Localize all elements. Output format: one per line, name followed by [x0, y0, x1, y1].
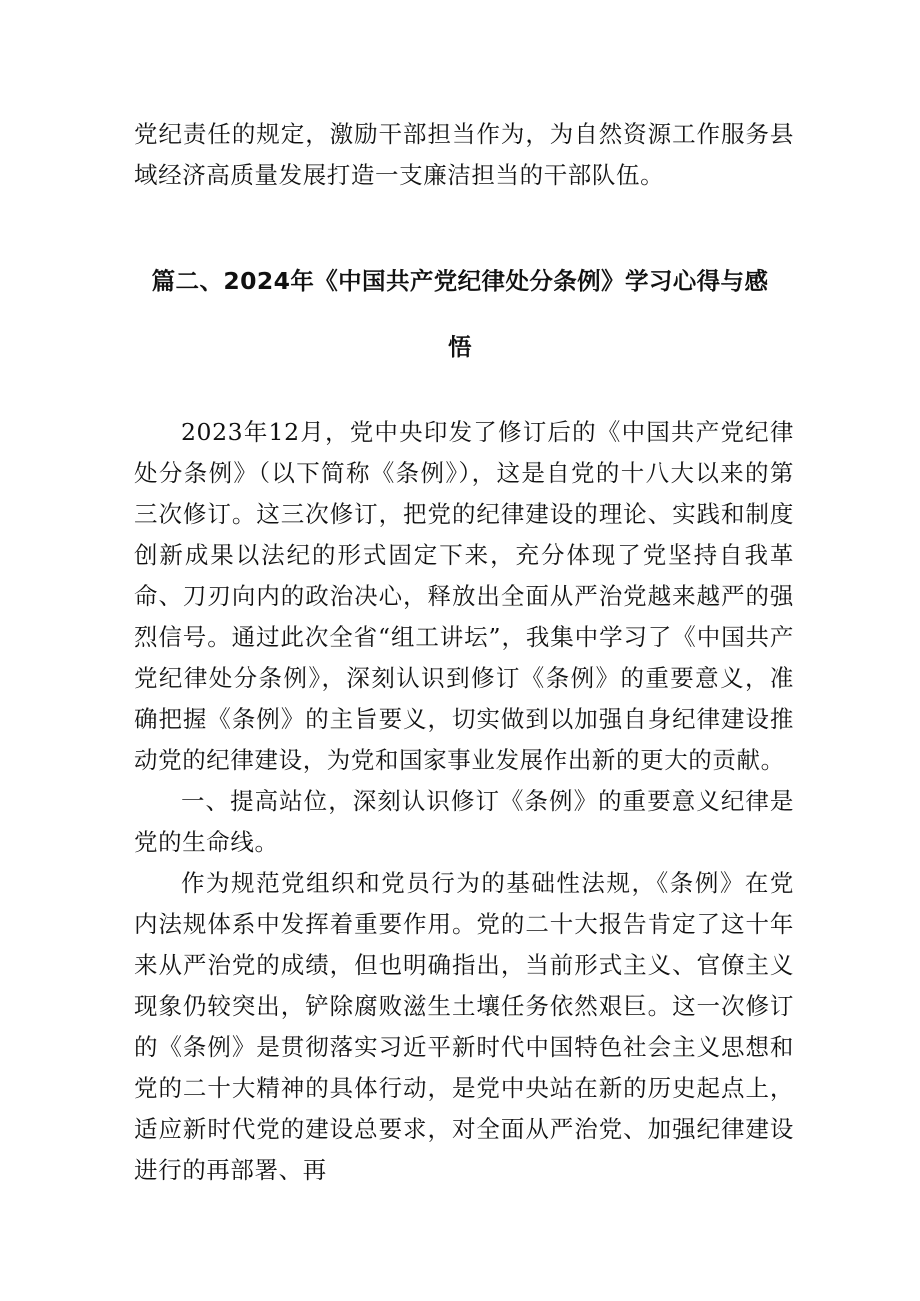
paragraph-intro: 2023年12月，党中央印发了修订后的《中国共产党纪律处分条例》（以下简称《条例》），这是自党的十八大以来的第三次修订。这三次修订，把党的纪律建设的理论、实践和制度创新成果以法纪的形式固定下来，充分体现了党坚持自我革命、刀刃向内的政治决心，释放出全面从严治党越来越严的强烈信号。通过此次全省“组工讲坛”，我集中学习了《中国共产党纪律处分条例》，深刻认识到修订《条例》的重要意义，准确把握《条例》的主旨要义，切实做到以加强自身纪律建设推动党的纪律建设，为党和国家事业发展作出新的更大的贡献。 [134, 418, 794, 774]
paragraph-role-of-regulations: 作为规范党组织和党员行为的基础性法规，《条例》在党内法规体系中发挥着重要作用。党的二十大报告肯定了这十年来从严治党的成绩，但也明确指出，当前形式主义、官僚主义现象仍较突出，铲除腐败滋生土壤任务依然艰巨。这一次修订的《条例》是贯彻落实习近平新时代中国特色社会主义思想和党的二十大精神的具体行动，是党中央站在新的历史起点上，适应新时代党的建设总要求，对全面从严治党、加强纪律建设进行的再部署、再 [134, 869, 794, 1184]
continuation-paragraph: 党纪责任的规定，激励干部担当作为，为自然资源工作服务县域经济高质量发展打造一支廉洁担当的干部队伍。 [134, 120, 794, 189]
paragraph-point-one: 一、提高站位，深刻认识修订《条例》的重要意义纪律是党的生命线。 [134, 787, 794, 856]
section-title: 篇二、2024年《中国共产党纪律处分条例》学习心得与感悟 [151, 267, 769, 361]
body-text [134, 412, 794, 1191]
